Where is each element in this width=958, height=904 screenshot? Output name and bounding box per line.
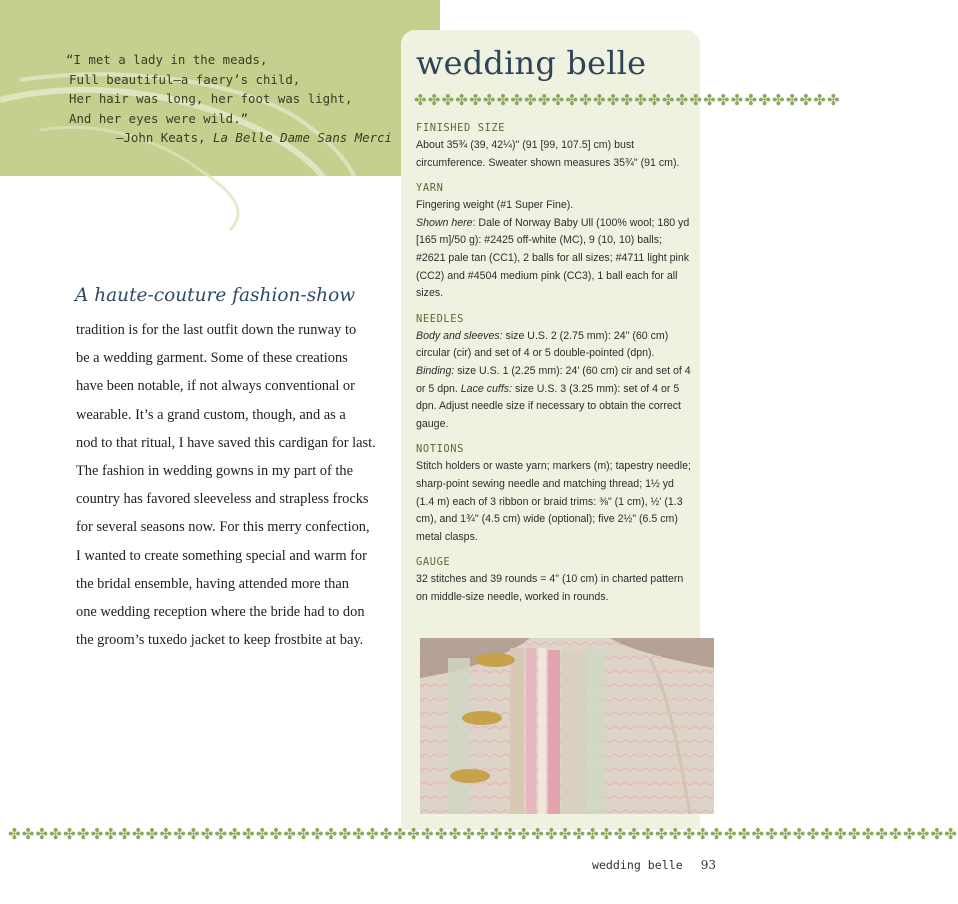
body-line: for several seasons now. For this merry confection, xyxy=(76,519,370,536)
notions-text: Stitch holders or waste yarn; markers (m); tapestry needle; sharp-point sewing needle and matching thread; 1½ yd (1.4 m) each of 3 ribbon or braid trims: ⅜" (1 cm), ½' (1.3 cm), and 1¾" (4.5 cm) wide (optional); five 2½" (6.5 cm) metal clasps. xyxy=(416,460,691,543)
needles-cuffs-text: size U.S. 3 (3.25 mm): set of 4 or 5 dpn. Adjust needle size if necessary to obtain the correct gauge. xyxy=(416,382,681,430)
gauge-heading: GAUGE xyxy=(416,556,451,569)
needles-binding-text: size U.S. 1 (2.25 mm): 24' (60 cm) cir and set of 4 or 5 dpn. xyxy=(416,364,691,395)
notions-heading: NOTIONS xyxy=(416,443,464,456)
quote-line: And her eyes were wild.” xyxy=(69,110,249,126)
needles-binding-label: Binding: xyxy=(416,364,455,377)
attribution-work: La Belle Dame Sans Merci xyxy=(212,130,393,146)
body-line: nod to that ritual, I have saved this cardigan for last. xyxy=(76,434,376,451)
ornament-divider: ✤✤✤✤✤✤✤✤✤✤✤✤✤✤✤✤✤✤✤✤✤✤✤✤✤✤✤✤✤✤✤ xyxy=(414,91,841,109)
body-line: wearable. It’s a grand custom, though, and as a xyxy=(76,406,346,423)
page-footer xyxy=(592,858,716,872)
yarn-shown-label: Shown here xyxy=(416,216,473,229)
yarn-heading: YARN xyxy=(416,182,444,195)
cardigan-illustration xyxy=(420,638,714,814)
body-line: have been notable, if not always conventional or xyxy=(76,378,355,395)
needles-cuffs-label: Lace cuffs: xyxy=(460,382,513,395)
yarn-shown-text: : Dale of Norway Baby Ull (100% wool; 180 yd [165 m]/50 g): #2425 off-white (MC), 9 (10, 10) balls; #2621 pale tan (CC1), 2 balls for all sizes; #4711 light pink (CC2) and #4504 medium pink (CC3), 1 ball each for all sizes. xyxy=(416,216,690,300)
body-line: one wedding reception where the bride had to don xyxy=(76,604,365,621)
quote-line: Full beautiful—a faery’s child, xyxy=(69,71,301,87)
yarn-text xyxy=(416,197,691,303)
intro-lead: A haute-couture fashion-show xyxy=(75,285,356,306)
epigraph-quote xyxy=(66,50,396,148)
quote-line: Her hair was long, her foot was light, xyxy=(69,91,353,107)
page-number: 93 xyxy=(700,858,716,872)
finished-size-text: About 35¾ (39, 42¼)" (91 [99, 107.5] cm) bust circumference. Sweater shown measures 35¾" (91 cm). xyxy=(416,139,680,169)
pattern-specs xyxy=(416,120,691,606)
finished-size-heading: FINISHED SIZE xyxy=(416,122,506,134)
quote-attribution xyxy=(66,128,396,148)
needles-text xyxy=(416,328,691,434)
body-line: country has favored sleeveless and strapless frocks xyxy=(76,491,369,508)
yarn-weight: Fingering weight (#1 Super Fine). xyxy=(416,199,574,212)
body-line: tradition is for the last outfit down the runway to xyxy=(76,322,357,338)
body-line: The fashion in wedding gowns in my part of the xyxy=(76,463,353,480)
intro-body xyxy=(76,316,376,654)
attribution-author: —John Keats, xyxy=(116,130,213,146)
needles-body-label: Body and sleeves: xyxy=(416,329,503,342)
body-line: be a wedding garment. Some of these creations xyxy=(76,350,348,367)
body-line: I wanted to create something special and warm for xyxy=(76,547,367,564)
needles-body-text: size U.S. 2 (2.75 mm): 24" (60 cm) circular (cir) and set of 4 or 5 double-pointed (dpn). xyxy=(416,329,669,360)
quote-line: “I met a lady in the meads, xyxy=(66,52,268,67)
footer-label: wedding belle xyxy=(591,858,683,872)
needles-heading: NEEDLES xyxy=(416,312,464,325)
body-line: the bridal ensemble, having attended more than xyxy=(76,575,349,592)
page-title: wedding belle xyxy=(416,44,647,82)
cardigan-photo xyxy=(420,638,714,814)
gauge-text: 32 stitches and 39 rounds = 4" (10 cm) in charted pattern on middle-size needle, worked in rounds. xyxy=(416,573,684,603)
body-line: the groom’s tuxedo jacket to keep frostbite at bay. xyxy=(76,632,364,649)
ornament-divider: ✤✤✤✤✤✤✤✤✤✤✤✤✤✤✤✤✤✤✤✤✤✤✤✤✤✤✤✤✤✤✤✤✤✤✤✤✤✤✤✤✤✤✤✤✤✤✤✤✤✤✤✤✤✤✤✤✤✤✤✤✤✤✤✤✤✤✤✤✤ xyxy=(8,825,958,843)
